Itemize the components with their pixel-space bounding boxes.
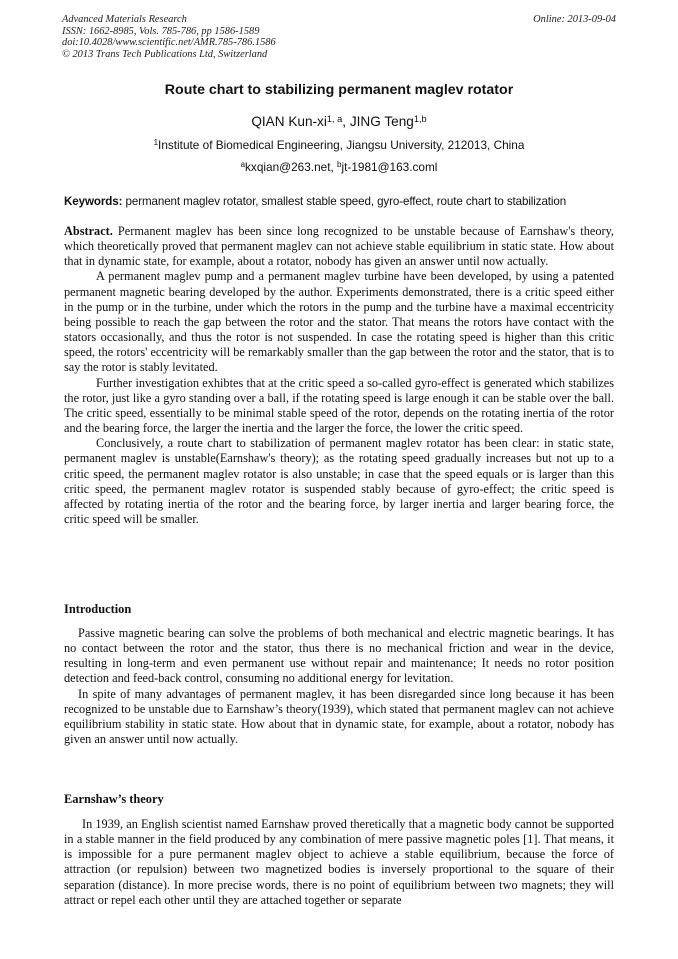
email-a: kxqian@263.net,	[245, 160, 338, 174]
journal-copyright: © 2013 Trans Tech Publications Ltd, Switzerland	[62, 49, 268, 61]
author-2-superscript: 1,b	[413, 113, 427, 124]
journal-issn: ISSN: 1662-8985, Vols. 785-786, pp 1586-1589	[62, 25, 260, 37]
earnshaw-paragraph-1: In 1939, an English scientist named Earnshaw proved theretically that a magnetic body cannot be supported in a stable manner in the field produced by any combination of mere passive magnetic poles [1]. That means, it is impossible for a pure permanent maglev object to achieve a stable equilibrium, because the force of attraction (or repulsion) between two magnetized bodies is inversely proportional to the square of their separation (distance). In more precise words, there is no point of equilibrium between two magnets; they will attract or repel each other until they are attached together or separate	[64, 817, 614, 907]
email-a-superscript: a	[240, 160, 246, 170]
author-1: QIAN Kun-xi	[251, 114, 327, 129]
paper-title: Route chart to stabilizing permanent maglev rotator	[164, 82, 514, 98]
abstract-paragraph-4: Conclusively, a route chart to stabilization of permanent maglev rotator has been clear: in static state, permanent maglev is unstable(Earnshaw's theory); as the rotating speed gradually increases but not up to a critic speed, the permanent maglev rotator is also unstable; in case that the speed equals or is larger than this critic speed, the permanent maglev rotator is suspended stably because of gyro-effect; the critic speed is affected by rotating inertia of the rotor and the bearing force, by larger inertia and larger bearing force, the critic speed will be smaller.	[64, 436, 614, 526]
author-line	[0, 114, 678, 129]
keywords-label: Keywords:	[64, 195, 123, 208]
affiliation	[0, 138, 678, 152]
author-1-superscript: 1, a	[326, 113, 343, 124]
abstract-section	[64, 224, 614, 527]
email-b: jt-1981@163.coml	[341, 160, 438, 174]
abstract-paragraph-1-text: Permanent maglev has been since long recognized to be unstable because of Earnshaw's theory, which theoretically proved that permanent maglev can not achieve stable equilibrium in static state. How about that in dynamic state, for example, about a rotator, nobody has given an answer until now actually.	[64, 224, 614, 269]
journal-name: Advanced Materials Research	[62, 14, 187, 25]
abstract-paragraph-1	[64, 224, 614, 269]
email-b-superscript: b	[337, 160, 342, 170]
abstract-label: Abstract.	[64, 224, 113, 238]
introduction-paragraph-1: Passive magnetic bearing can solve the problems of both mechanical and electric magnetic bearings. It has no contact between the rotor and the stator, thus there is no mechanical friction and wear in the device, resulting in long-term and even permanent use without repair and maintenance; It needs no rotor position detection and feed-back control, consuming no additional energy for levitation.	[64, 626, 614, 686]
journal-doi: doi:10.4028/www.scientific.net/AMR.785-786.1586	[62, 37, 276, 49]
earnshaw-heading: Earnshaw’s theory	[64, 792, 164, 806]
abstract-paragraph-2: A permanent maglev pump and a permanent maglev turbine have been developed, by using a patented permanent magnetic bearing developed by the author. Experiments demonstrated, there is a critic speed either in the pump or in the turbine, under which the rotors in the pump and the turbine have a maximal eccentricity being possible to reach the gap between the rotor and the stator. That means the rotors have contact with the stators occasionally, and thus the rotor is not suspended. In case the rotating speed is higher than this critic speed, the rotors' eccentricity will be remarkably smaller than the gap between the rotor and the stator, that is to say the rotor is stably levitated.	[64, 269, 614, 375]
author-2: JING Teng	[349, 114, 414, 129]
affiliation-superscript: 1	[153, 138, 159, 148]
affiliation-text: Institute of Biomedical Engineering, Jiangsu University, 212013, China	[158, 138, 525, 152]
introduction-heading: Introduction	[64, 602, 132, 616]
keywords-text: permanent maglev rotator, smallest stable speed, gyro-effect, route chart to stabilization	[122, 195, 567, 208]
introduction-paragraph-2: In spite of many advantages of permanent maglev, it has been disregarded since long because it has been recognized to be unstable due to Earnshaw’s theory(1939), which stated that permanent maglev can not achieve equilibrium stability in static state. How about that in dynamic state, for example, about a rotator, nobody has given an answer until now actually.	[64, 686, 614, 747]
journal-header	[62, 14, 616, 61]
earnshaw-section	[64, 817, 614, 908]
keywords	[64, 195, 620, 208]
abstract-paragraph-3: Further investigation exhibtes that at the critic speed a so-called gyro-effect is generated which stabilizes the rotor, just like a gyro standing over a ball, if the rotating speed is large enough it can be stable over the ball. The critic speed, essentially to be minimal stable speed of the rotor, depends on the rotating inertia of the rotor and the bearing force, the larger the inertia and the larger the force, the lower the critic speed.	[64, 375, 614, 436]
introduction-section	[64, 626, 614, 747]
author-separator: ,	[342, 114, 350, 129]
online-date: Online: 2013-09-04	[533, 14, 616, 25]
author-emails	[0, 160, 678, 174]
